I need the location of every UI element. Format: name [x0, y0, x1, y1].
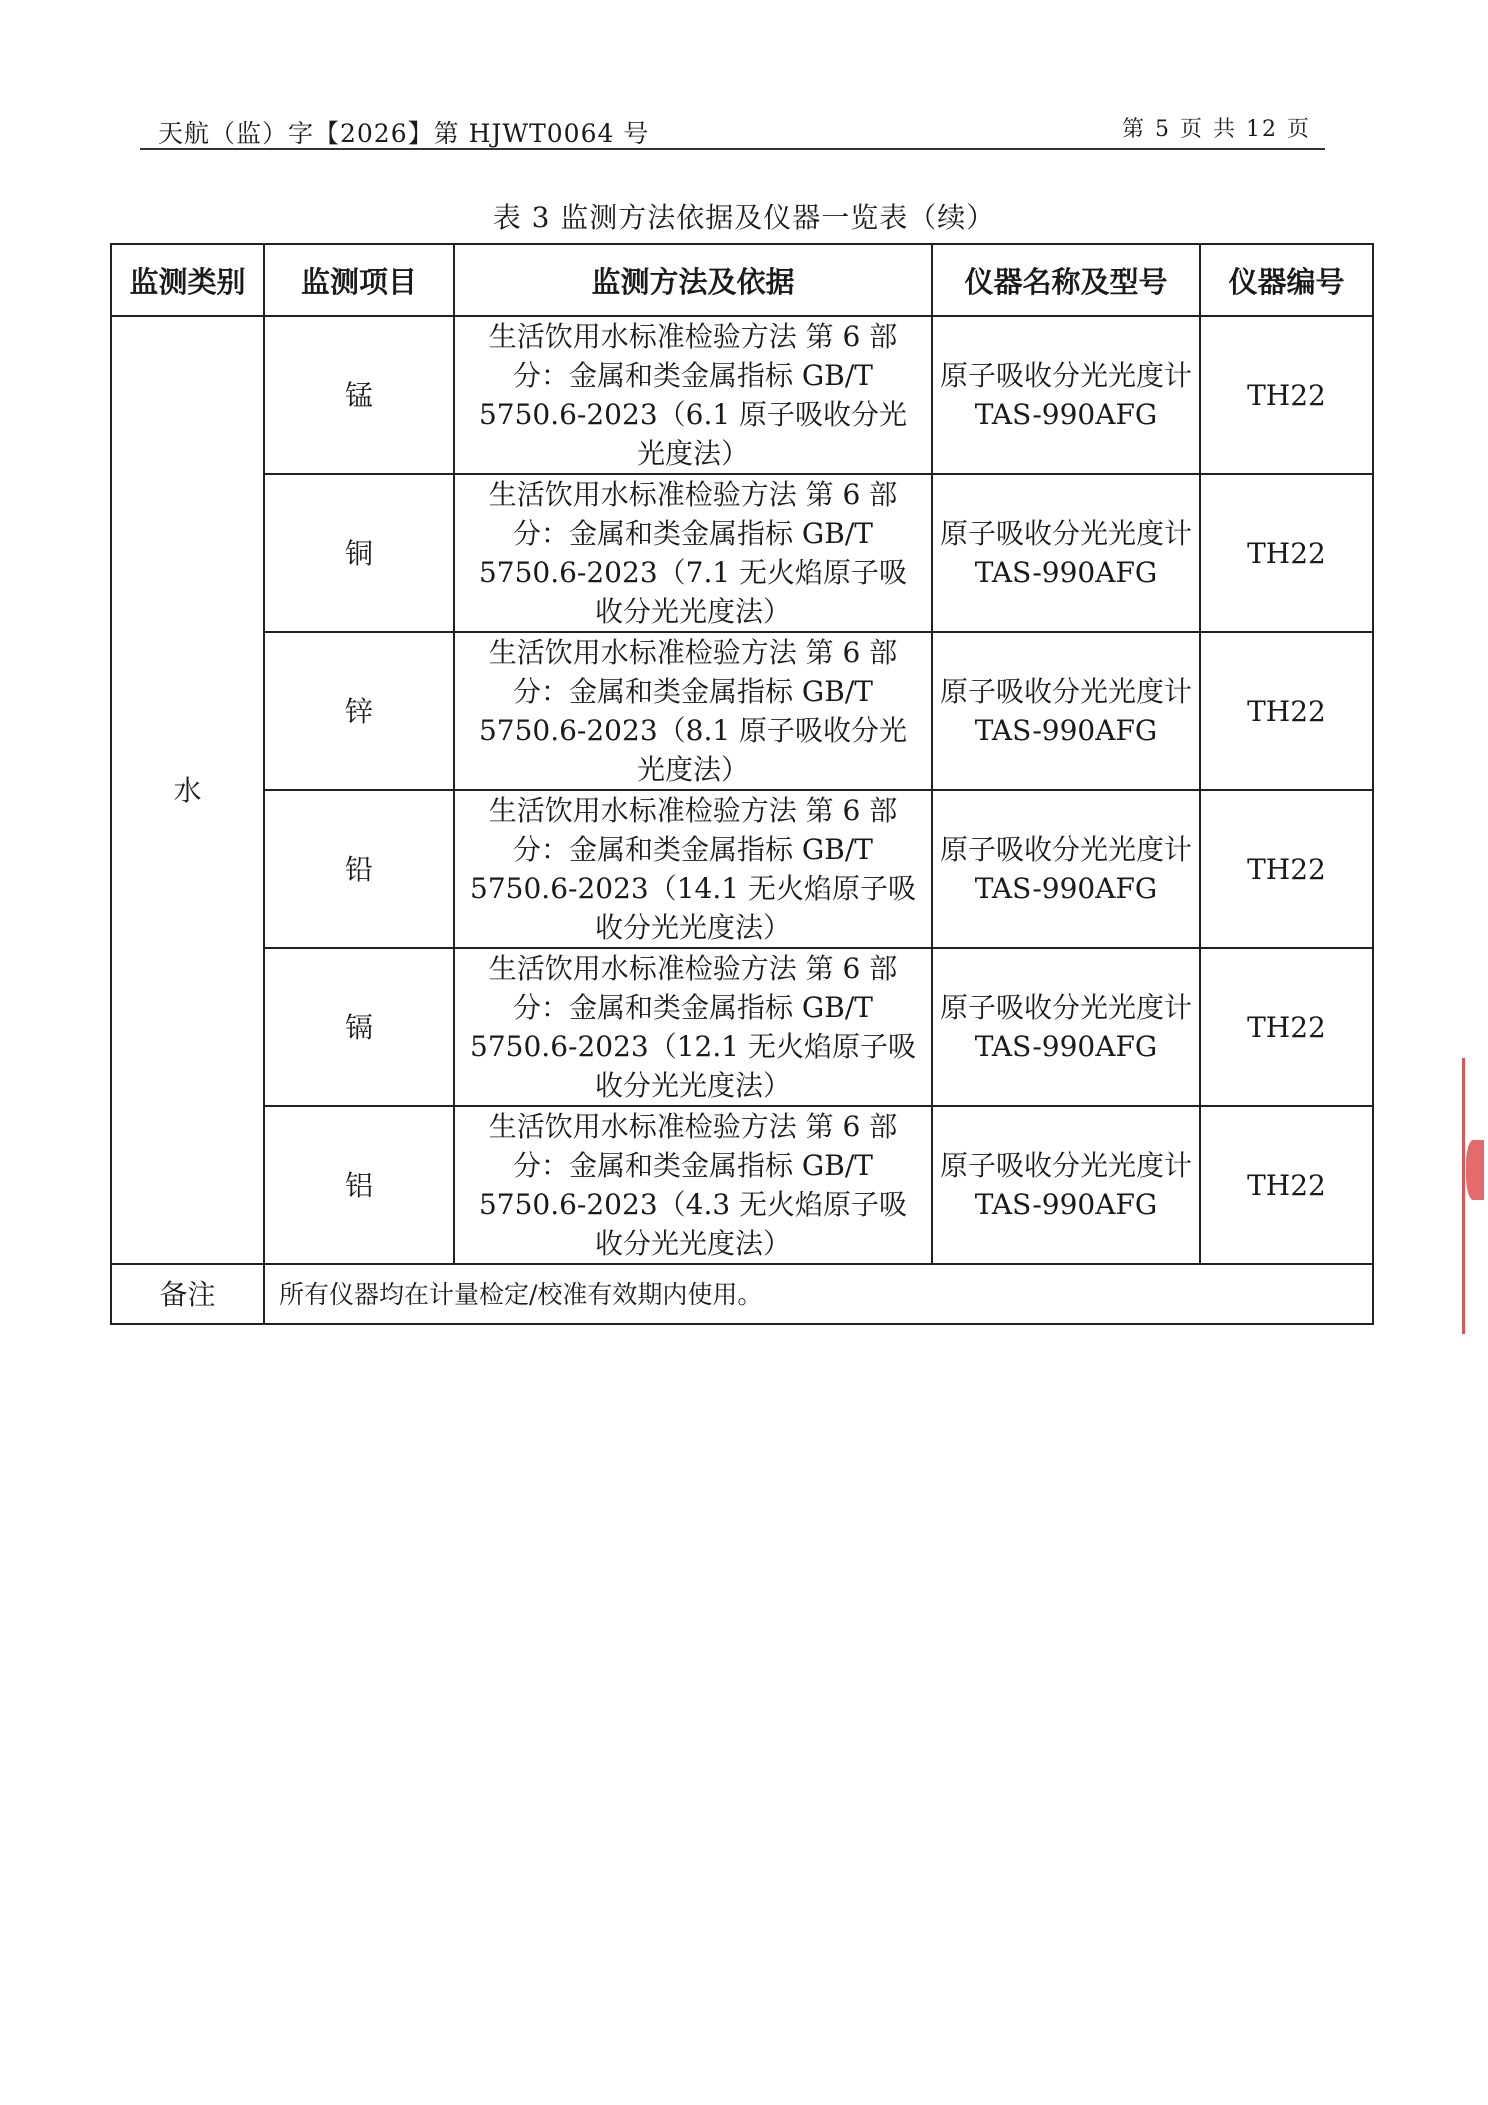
table-caption: 表 3 监测方法依据及仪器一览表（续） — [492, 201, 996, 234]
instrument-cell: 原子吸收分光光度计 TAS-990AFG — [932, 316, 1200, 474]
remark-label: 备注 — [111, 1264, 264, 1324]
method-instrument-table — [110, 243, 1374, 1325]
table-row — [111, 948, 1373, 1106]
column-header: 监测项目 — [264, 244, 454, 316]
column-header: 监测类别 — [111, 244, 264, 316]
remark-row — [111, 1264, 1373, 1324]
remark-text: 所有仪器均在计量检定/校准有效期内使用。 — [264, 1264, 1373, 1324]
column-header: 监测方法及依据 — [454, 244, 932, 316]
method-cell: 生活饮用水标准检验方法 第 6 部分：金属和类金属指标 GB/T 5750.6-2023（8.1 原子吸收分光光度法） — [454, 632, 932, 790]
instrument-cell: 原子吸收分光光度计 TAS-990AFG — [932, 474, 1200, 632]
document-number: 天航（监）字【2026】第 HJWT0064 号 — [158, 119, 650, 148]
seal-stamp-mark — [1466, 1140, 1484, 1200]
item-cell: 铅 — [264, 790, 454, 948]
method-cell: 生活饮用水标准检验方法 第 6 部分：金属和类金属指标 GB/T 5750.6-2023（4.3 无火焰原子吸收分光光度法） — [454, 1106, 932, 1264]
item-cell: 铝 — [264, 1106, 454, 1264]
instrument-cell: 原子吸收分光光度计 TAS-990AFG — [932, 790, 1200, 948]
method-cell: 生活饮用水标准检验方法 第 6 部分：金属和类金属指标 GB/T 5750.6-2023（7.1 无火焰原子吸收分光光度法） — [454, 474, 932, 632]
instrument-code-cell: TH22 — [1200, 316, 1373, 474]
method-cell: 生活饮用水标准检验方法 第 6 部分：金属和类金属指标 GB/T 5750.6-2023（14.1 无火焰原子吸收分光光度法） — [454, 790, 932, 948]
category-cell: 水 — [111, 316, 264, 1264]
item-cell: 锰 — [264, 316, 454, 474]
method-cell: 生活饮用水标准检验方法 第 6 部分：金属和类金属指标 GB/T 5750.6-2023（12.1 无火焰原子吸收分光光度法） — [454, 948, 932, 1106]
table-header-row — [111, 244, 1373, 316]
table-row — [111, 632, 1373, 790]
item-cell: 锌 — [264, 632, 454, 790]
instrument-cell: 原子吸收分光光度计 TAS-990AFG — [932, 948, 1200, 1106]
page-header — [140, 118, 1325, 150]
item-cell: 镉 — [264, 948, 454, 1106]
table-row — [111, 474, 1373, 632]
page-number: 第 5 页 共 12 页 — [1122, 117, 1311, 142]
method-cell: 生活饮用水标准检验方法 第 6 部分：金属和类金属指标 GB/T 5750.6-2023（6.1 原子吸收分光光度法） — [454, 316, 932, 474]
instrument-code-cell: TH22 — [1200, 474, 1373, 632]
column-header: 仪器编号 — [1200, 244, 1373, 316]
table-row — [111, 1106, 1373, 1264]
instrument-cell: 原子吸收分光光度计 TAS-990AFG — [932, 1106, 1200, 1264]
instrument-code-cell: TH22 — [1200, 948, 1373, 1106]
instrument-cell: 原子吸收分光光度计 TAS-990AFG — [932, 632, 1200, 790]
item-cell: 铜 — [264, 474, 454, 632]
instrument-code-cell: TH22 — [1200, 632, 1373, 790]
table-row — [111, 316, 1373, 474]
instrument-code-cell: TH22 — [1200, 790, 1373, 948]
column-header: 仪器名称及型号 — [932, 244, 1200, 316]
instrument-code-cell: TH22 — [1200, 1106, 1373, 1264]
table-row — [111, 790, 1373, 948]
